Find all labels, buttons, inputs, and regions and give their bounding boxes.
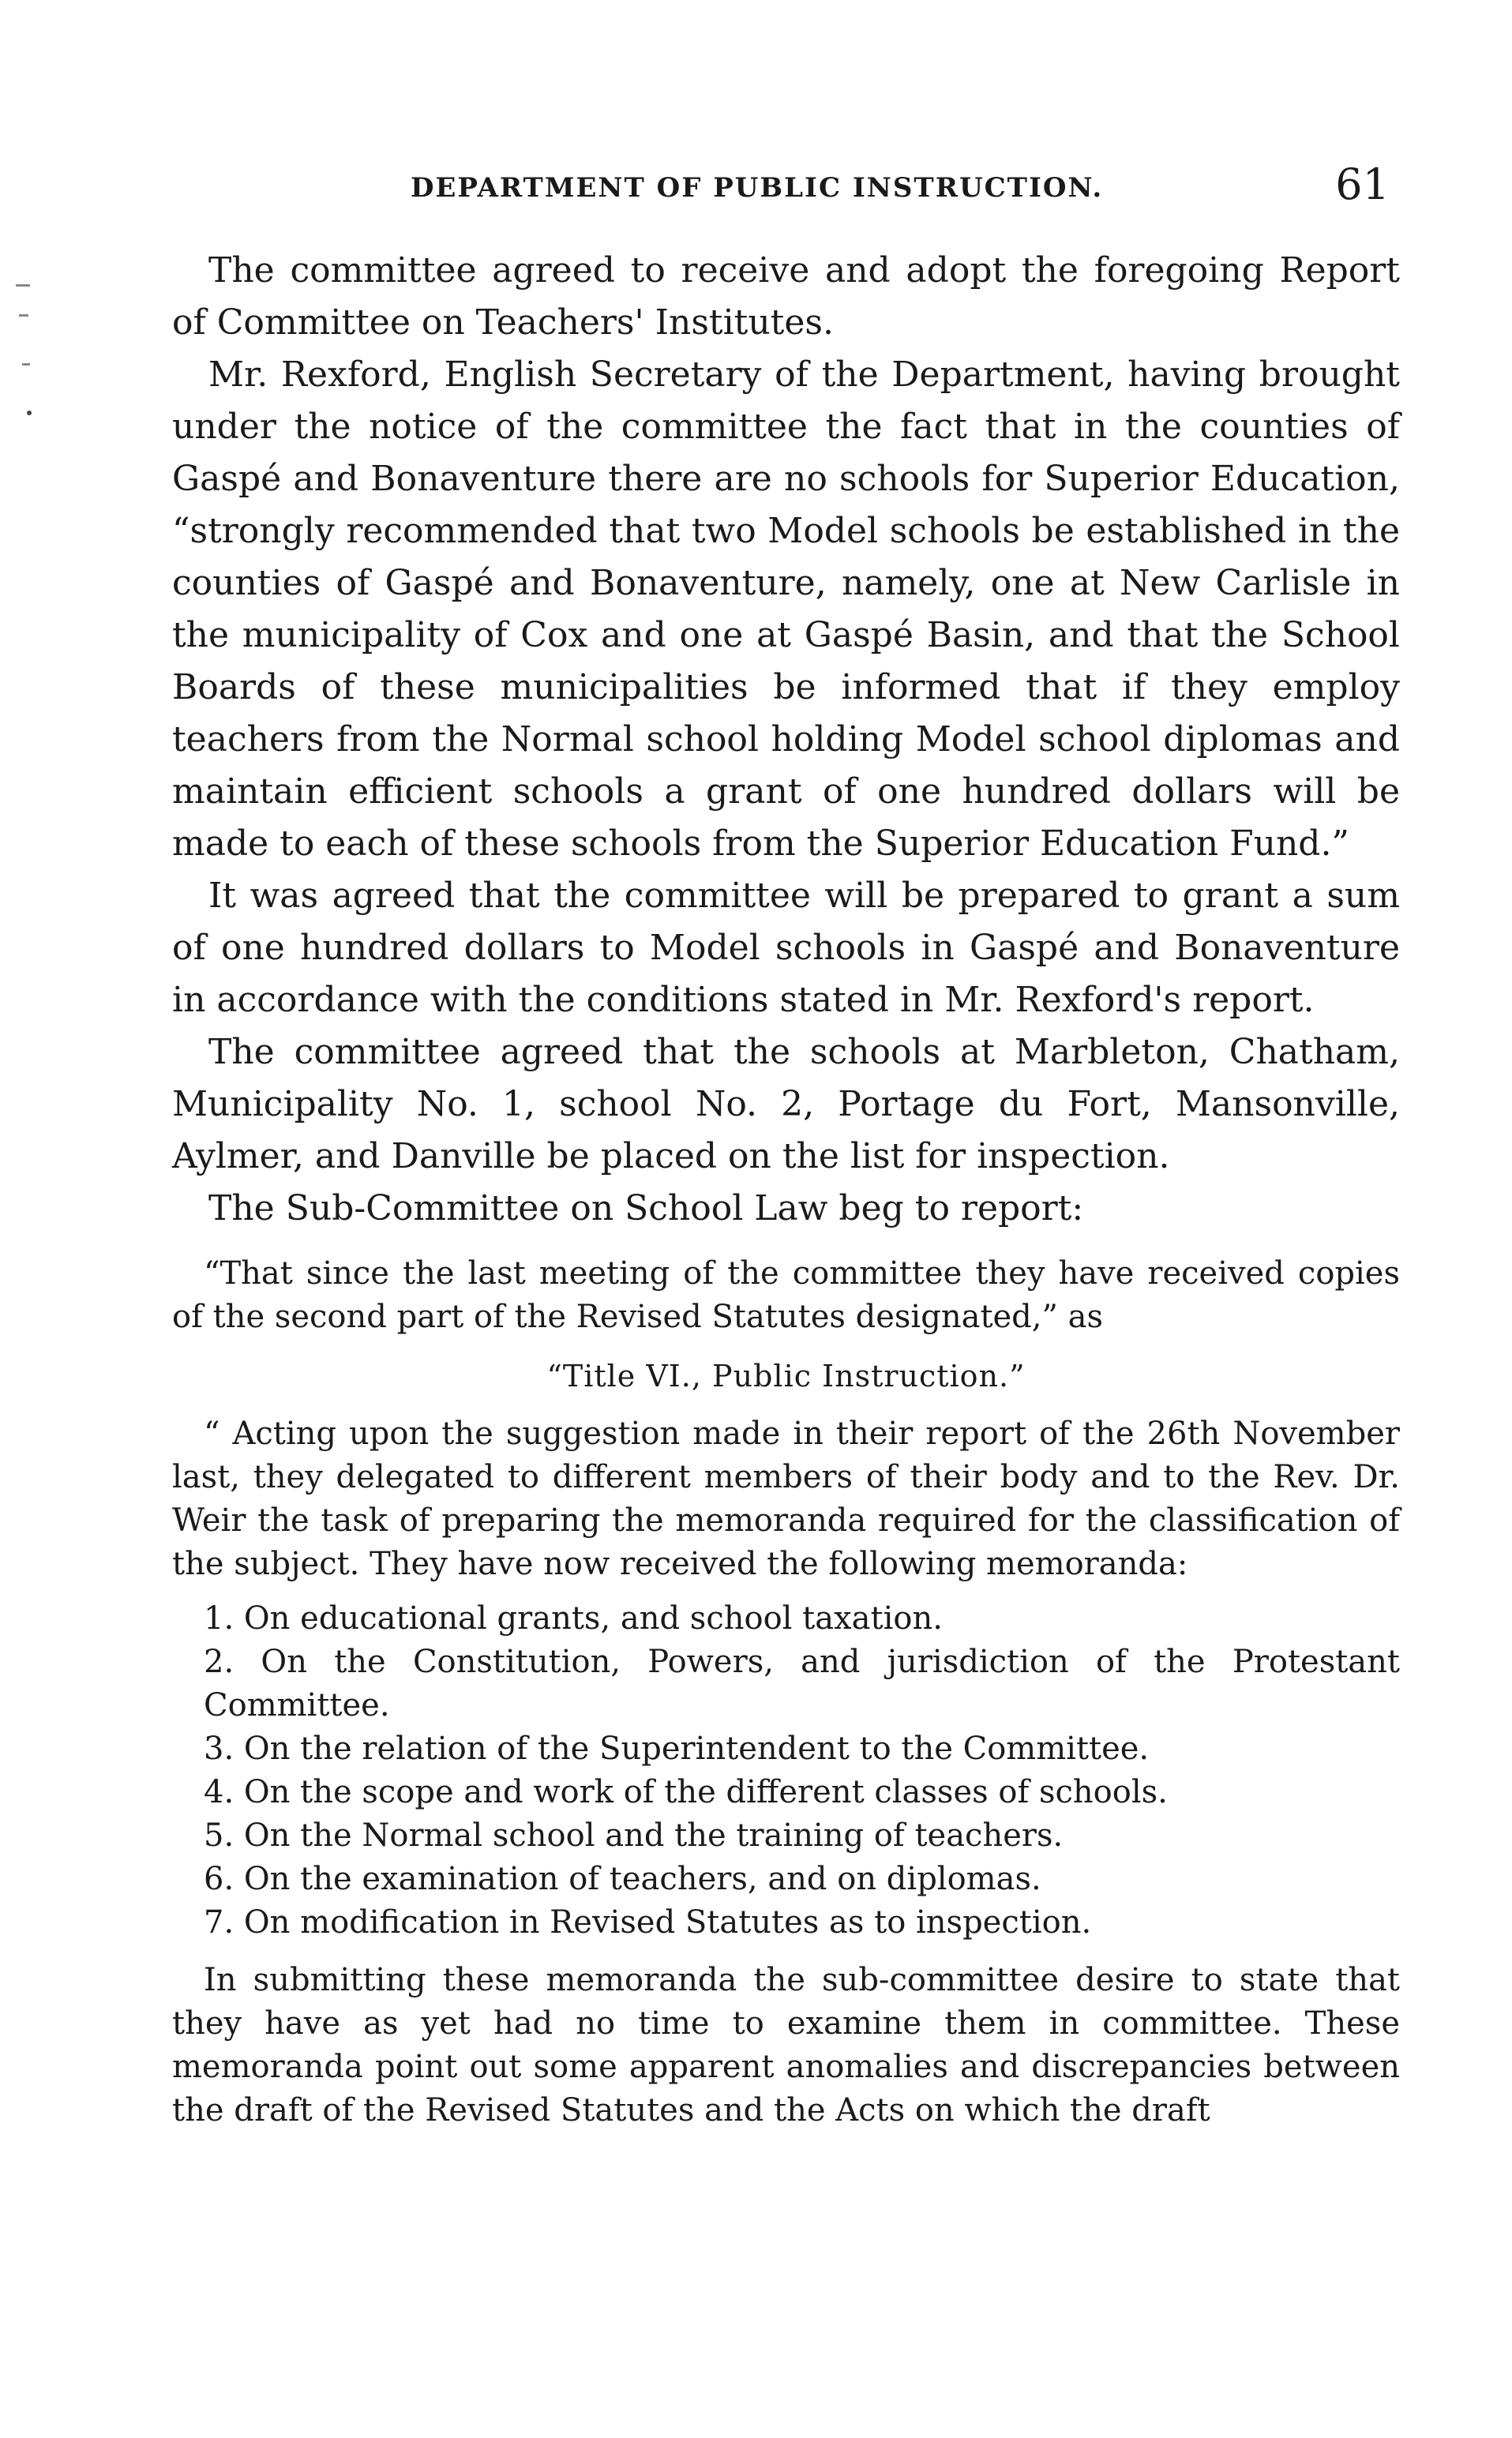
report-title-line: “Title VI., Public Instruction.”	[546, 1359, 1026, 1393]
margin-mark	[22, 363, 30, 366]
margin-marks	[8, 268, 55, 474]
list-item: 2. On the Constitution, Powers, and jurisdiction of the Protestant Committee.	[204, 1644, 1400, 1723]
page-header	[411, 159, 1390, 219]
report-closing: In submitting these memoranda the sub-committee desire to state that they have as yet had no time to examine them in committee. These memoranda point out some apparent anomalies and discrepancies between the draft of the Revised Statutes and the Acts on which the draft	[172, 1962, 1400, 2129]
sub-committee-report	[172, 1252, 1400, 2132]
paragraph: It was agreed that the committee will be prepared to grant a sum of one hundred dollars to Model schools in Gaspé and Bonaventure in accordance with the conditions stated in Mr. Rexford's report.	[172, 876, 1400, 1020]
list-item: 7. On modification in Revised Statutes as to inspection.	[204, 1904, 1092, 1941]
page-number: 61	[1335, 159, 1390, 209]
report-acting: “ Acting upon the suggestion made in their report of the 26th November last, they delegated to different members of their body and to the Rev. Dr. Weir the task of preparing the memoranda required for the classification of the subject. They have now received the following memoranda:	[172, 1416, 1400, 1582]
paragraph: The committee agreed that the schools at Marbleton, Chatham, Municipality No. 1, school No. 2, Portage du Fort, Mansonville, Aylmer, and Danville be placed on the list for inspection.	[172, 1032, 1400, 1176]
main-text	[172, 245, 1400, 1235]
running-head: DEPARTMENT OF PUBLIC INSTRUCTION.	[411, 172, 1104, 204]
memoranda-list	[172, 1597, 1400, 1945]
list-item: 4. On the scope and work of the different classes of schools.	[204, 1774, 1168, 1810]
margin-dot	[27, 411, 32, 415]
list-item: 6. On the examination of teachers, and on diplomas.	[204, 1861, 1041, 1897]
margin-mark	[19, 314, 28, 317]
paragraph: The committee agreed to receive and adopt the foregoing Report of Committee on Teachers' Institutes.	[172, 250, 1400, 343]
page-body	[172, 245, 1400, 2132]
paragraph: The Sub-Committee on School Law beg to report:	[208, 1188, 1084, 1228]
paragraph: Mr. Rexford, English Secretary of the Department, having brought under the notice of the committee the fact that in the counties of Gaspé and Bonaventure there are no schools for Superior Education, “strongly recommended that two Model schools be established in the counties of Gaspé and Bonaventure, namely, one at New Carlisle in the municipality of Cox and one at Gaspé Basin, and that the School Boards of these municipalities be informed that if they employ teachers from the Normal school holding Model school diplomas and maintain efficient schools a grant of one hundred dollars will be made to each of these schools from the Superior Education Fund.”	[172, 354, 1400, 864]
list-item: 1. On educational grants, and school taxation.	[204, 1600, 943, 1637]
margin-mark	[16, 284, 30, 287]
report-intro: “That since the last meeting of the committee they have received copies of the second part of the Revised Statutes designated,” as	[172, 1255, 1400, 1335]
list-item: 3. On the relation of the Superintendent to the Committee.	[204, 1731, 1150, 1767]
list-item: 5. On the Normal school and the training of teachers.	[204, 1817, 1064, 1854]
